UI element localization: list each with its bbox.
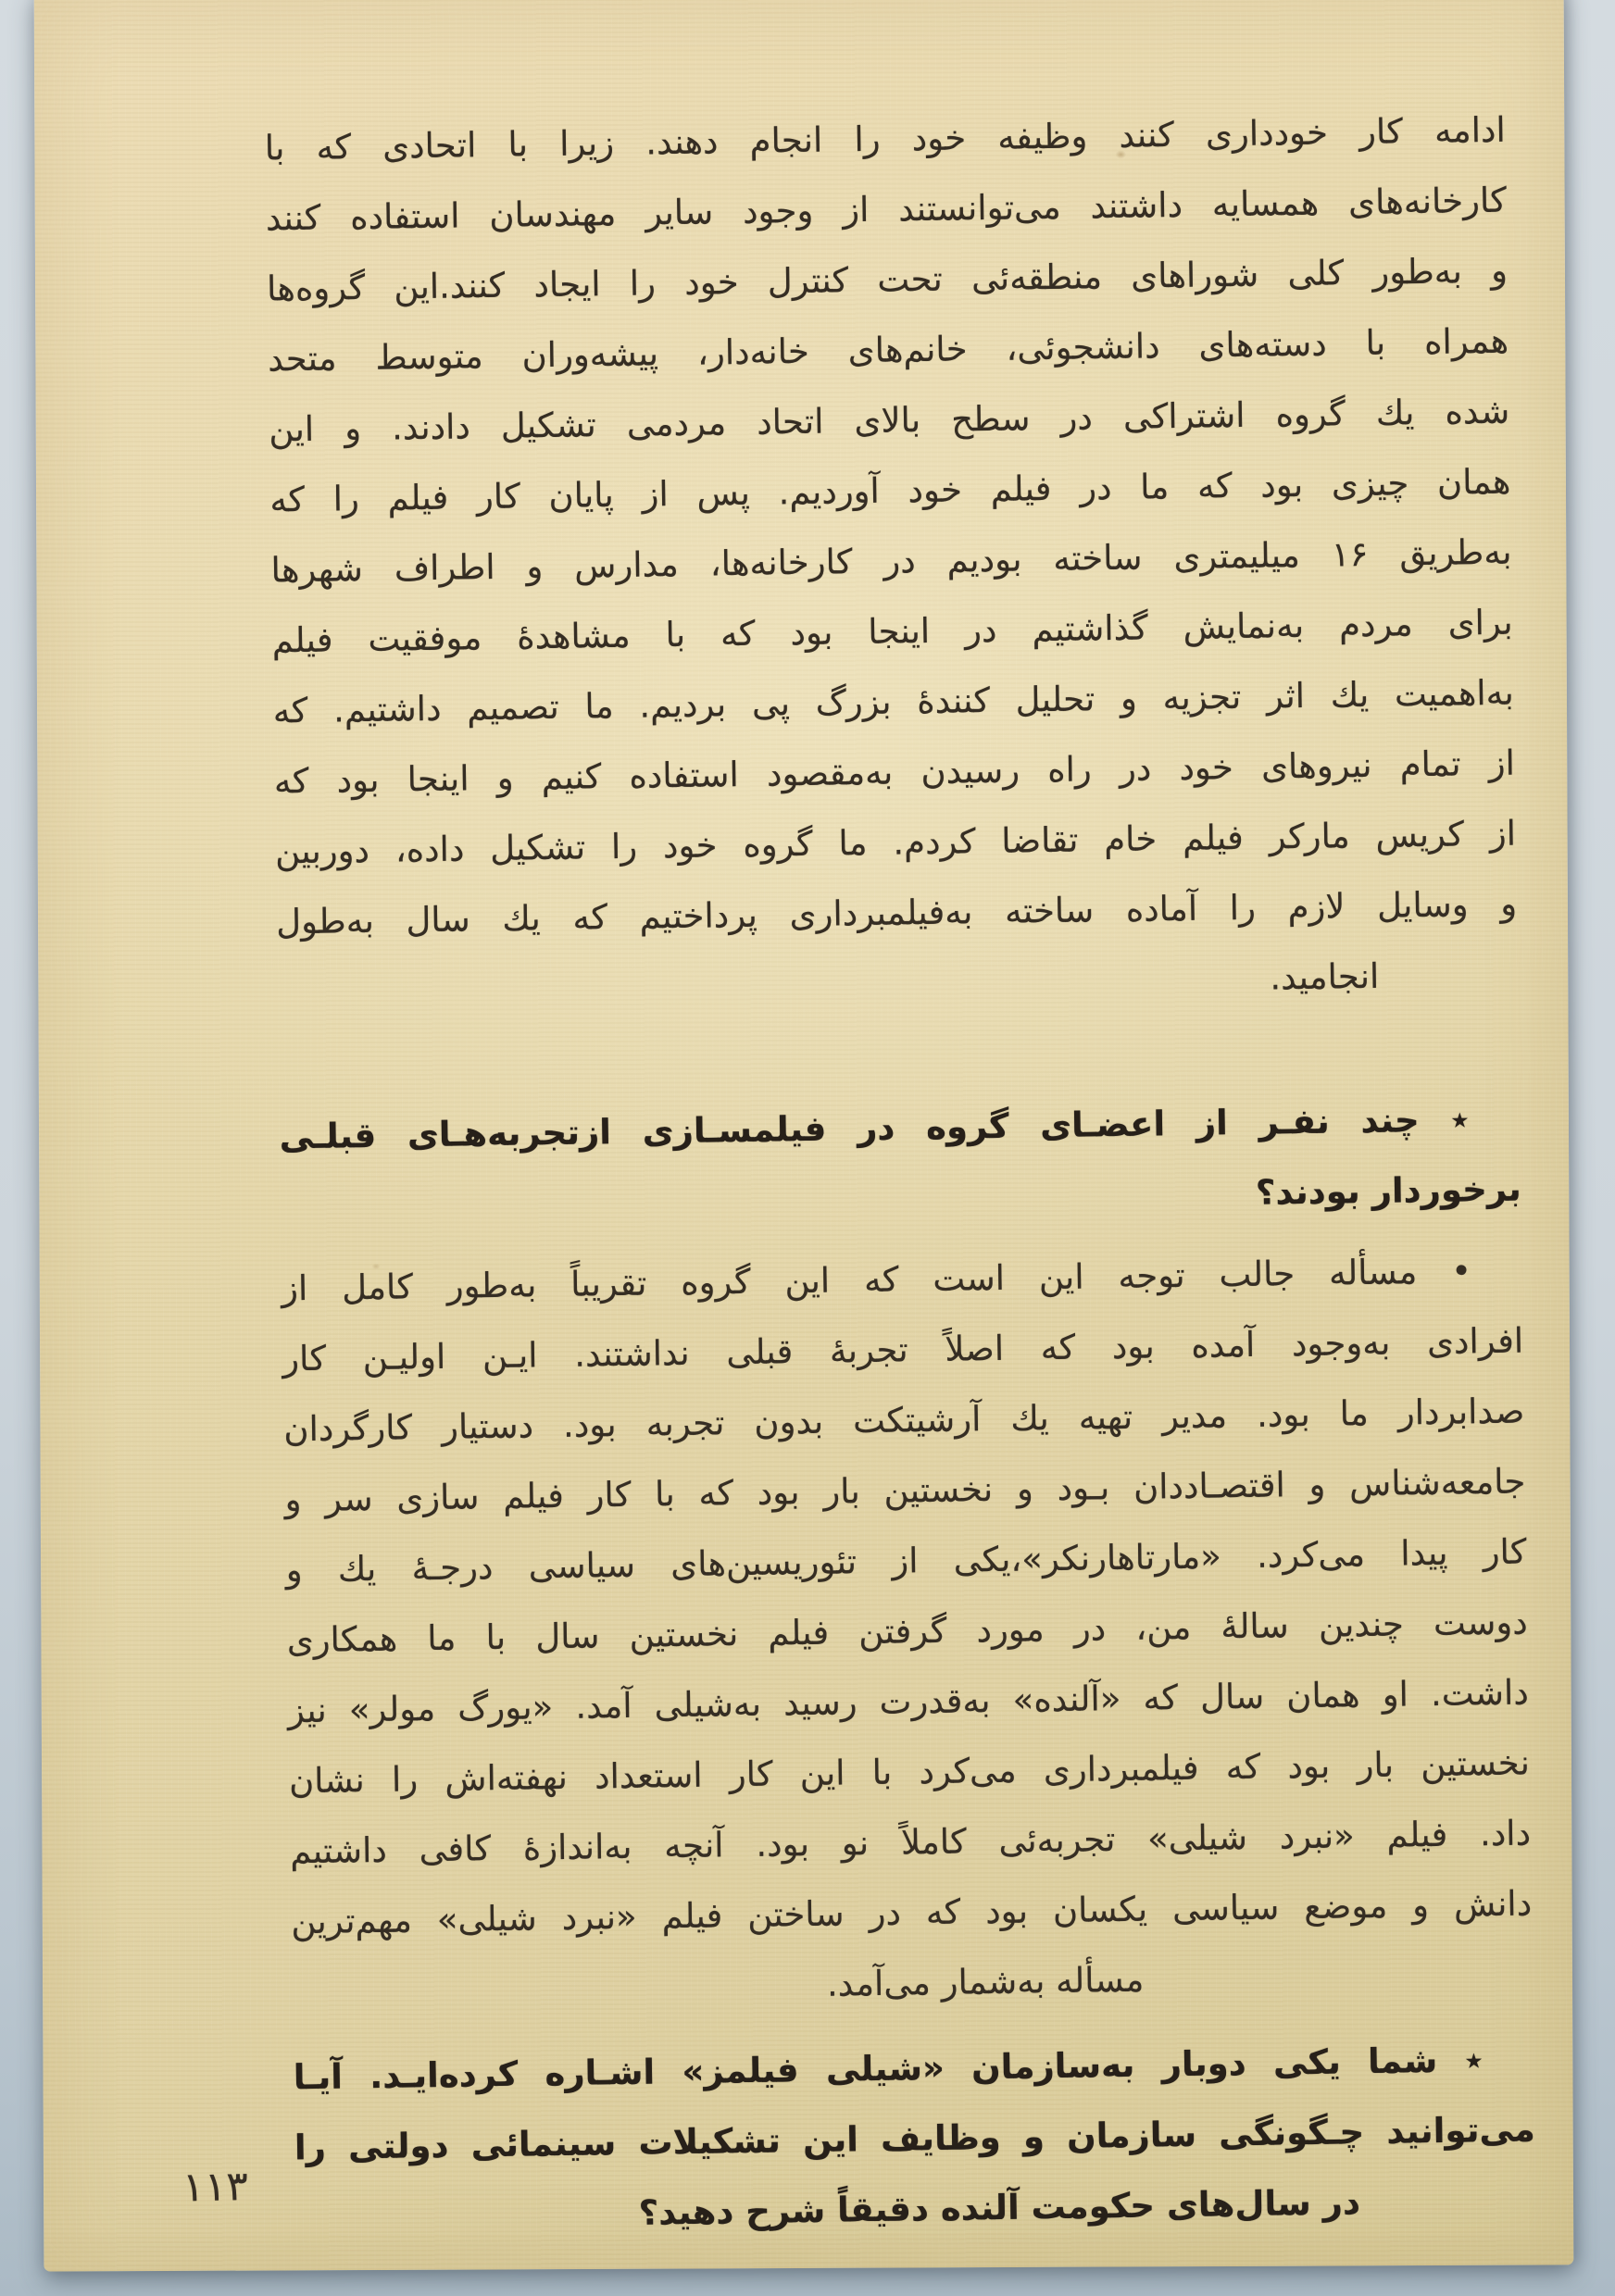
- text-line: و وسایل لازم را آماده ساخته به‌فیلمبرداری پرداختیم که یك سال به‌طول: [275, 883, 1518, 942]
- interview-answer-paragraph: [264, 95, 1519, 1029]
- text-line: مسأله به‌شمار می‌آمد.: [826, 1959, 1145, 2004]
- text-line: از تمام نیروهای خود در راه رسیدن به‌مقصود استفاده کنیم و اینجا بود که: [273, 742, 1516, 802]
- text-line: داشت. او همان سال که «آلنده» به‌قدرت رسید به‌شیلی آمد. «یورگ مولر» نیز: [287, 1672, 1530, 1731]
- text-line: می‌توانید چـگونگی سازمان و وظایف این تشکیلات سینمائی دولتی را: [294, 2109, 1536, 2168]
- text-line: نخستین بار بود که فیلمبرداری می‌کرد با این کار استعداد نهفته‌اش را نشان: [288, 1742, 1531, 1802]
- text-line: کارخانه‌های همسایه داشتند می‌توانستند از وجود سایر مهندسان استفاده کنند: [265, 180, 1508, 239]
- text-line: همراه با دسته‌های دانشجوئی، خانم‌های خانه‌دار، پیشه‌وران متوسط متحد: [267, 320, 1509, 380]
- text-line: ادامه کار خودداری کنند وظیفه خود را انجام دهند. زیرا با اتحادی که با: [264, 109, 1507, 168]
- text-line: همان چیزی بود که ما در فیلم خود آوردیم. پس از پایان کار فیلم را که: [269, 461, 1511, 520]
- text-line: شده یك گروه اشتراکی در سطح بالای اتحاد مردمی تشکیل دادند. و این: [269, 391, 1510, 450]
- text-line: ٭ شما یکی دوبار به‌سازمان «شیلی فیلمز» اشـاره کرده‌ایـد. آیـا: [293, 2040, 1484, 2098]
- text-line: جامعه‌شناس و اقتصـاددان بـود و نخستین بار بود که با کار فیلم سازی سر و: [284, 1461, 1526, 1520]
- text-line: و به‌طور کلی شوراهای منطقه‌ئی تحت کنترل خود را ایجاد کنند.این گروه‌ها: [266, 250, 1509, 309]
- text-line: در سال‌های حکومت آلنده دقیقاً شرح دهید؟: [638, 2182, 1361, 2233]
- book-page: [34, 0, 1574, 2272]
- text-line: دانش و موضع سیاسی یکسان بود که در ساختن فیلم «نبرد شیلی» مهم‌ترین: [290, 1883, 1533, 1942]
- text-line: از کریس مارکر فیلم خام تقاضا کردم. ما گروه خود را تشکیل داده، دوربین: [274, 813, 1517, 872]
- page-number: ۱۱۳: [182, 2163, 249, 2212]
- text-line: داد. فیلم «نبرد شیلی» تجربه‌ئی کاملاً نو بود. آنچه به‌اندازهٔ کافی داشتیم: [289, 1813, 1532, 1872]
- text-line: برای مردم به‌نمایش گذاشتیم در اینجا بود که با مشاهدهٔ موفقیت فیلم: [271, 602, 1513, 661]
- interviewer-question: [293, 2024, 1536, 2253]
- interview-answer-paragraph: [282, 1236, 1534, 2028]
- interviewer-question: [279, 1084, 1521, 1243]
- text-line: دوست چندین سالهٔ من، در مورد گرفتن فیلم نخستین سال با ما همکاری: [286, 1602, 1528, 1661]
- text-line: کار پیدا می‌کرد. «مارتاهارنکر»،یکی از تئوریسین‌های سیاسی درجـهٔ یك و: [285, 1531, 1527, 1591]
- text-line: افرادی به‌وجود آمده بود که اصلاً تجربهٔ قبلی نداشتند. ایـن اولیـن کار: [282, 1320, 1524, 1379]
- text-line: انجامید.: [1270, 955, 1380, 998]
- text-line: برخوردار بودند؟: [1255, 1168, 1521, 1213]
- text-line: به‌طریق ۱۶ میلیمتری ساخته بودیم در کارخانه‌ها، مدارس و اطراف شهرها: [270, 531, 1512, 591]
- text-line: ٭ چند نفـر از اعضـای گروه در فیلمسـازی ازتجربه‌هـای قبلـی: [279, 1099, 1470, 1157]
- text-line: • مسأله جالب توجه این است که این گروه تقریباً به‌طور کامل از: [281, 1251, 1472, 1309]
- text-line: صدابردار ما بود. مدیر تهیه یك آرشیتکت بدون تجربه بود. دستیار کارگردان: [283, 1391, 1525, 1450]
- page-text-block: [264, 95, 1536, 2254]
- text-line: به‌اهمیت یك اثر تجزیه و تحلیل کنندهٔ بزرگ پی بردیم. ما تصمیم داشتیم. که: [272, 672, 1515, 731]
